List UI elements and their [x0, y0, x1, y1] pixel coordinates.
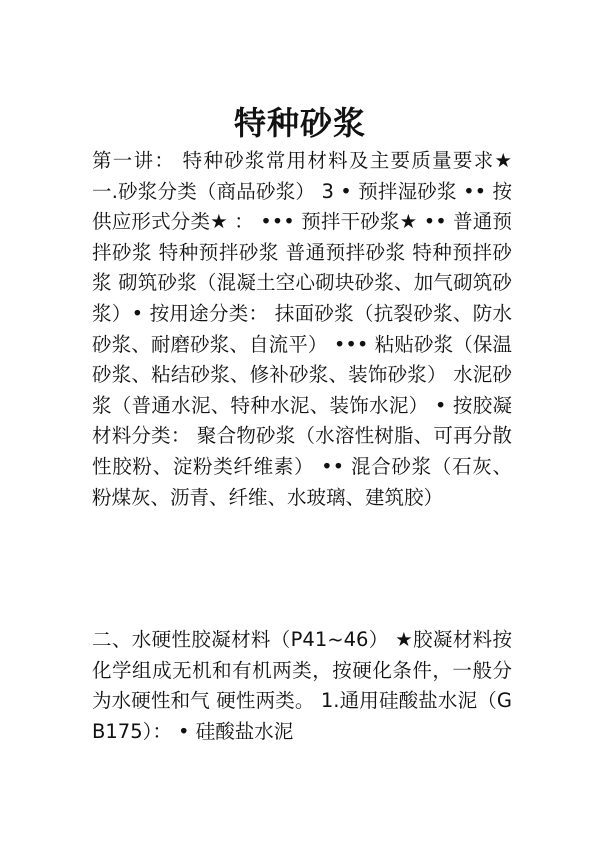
paragraph-lecture-one: 第一讲： 特种砂浆常用材料及主要质量要求★ 一.砂浆分类（商品砂浆） 3 • 预拌湿砂浆 •• 按供应形式分类★ ： ••• 预拌干砂浆★ •• 普通预拌砂浆 特种预拌砂浆 普通预拌砂浆 特种预拌砂浆 砌筑砂浆（混凝土空心砌块砂浆、加气砌筑砂浆）• 按用途分类： 抹面砂浆（抗裂砂浆、防水砂浆、耐磨砂浆、自流平） ••• 粘贴砂浆（保温砂浆、粘结砂浆、修补砂浆、装饰砂浆） 水泥砂浆（普通水泥、特种水泥、装饰水泥） • 按胶凝材料分类： 聚合物砂浆（水溶性树脂、可再分散性胶粉、淀粉类纤维素） •• 混合砂浆（石灰、粉煤灰、沥青、纤维、水玻璃、建筑胶） [92, 149, 512, 509]
document-title: 特种砂浆 [233, 104, 366, 143]
paragraph-hydraulic-binders: 二、水硬性胶凝材料（P41~46） ★胶凝材料按化学组成无机和有机两类，按硬化条件，一般分为水硬性和气 硬性两类。 1.通用硅酸盐水泥（GB175）： • 硅酸盐水泥 [92, 628, 512, 743]
